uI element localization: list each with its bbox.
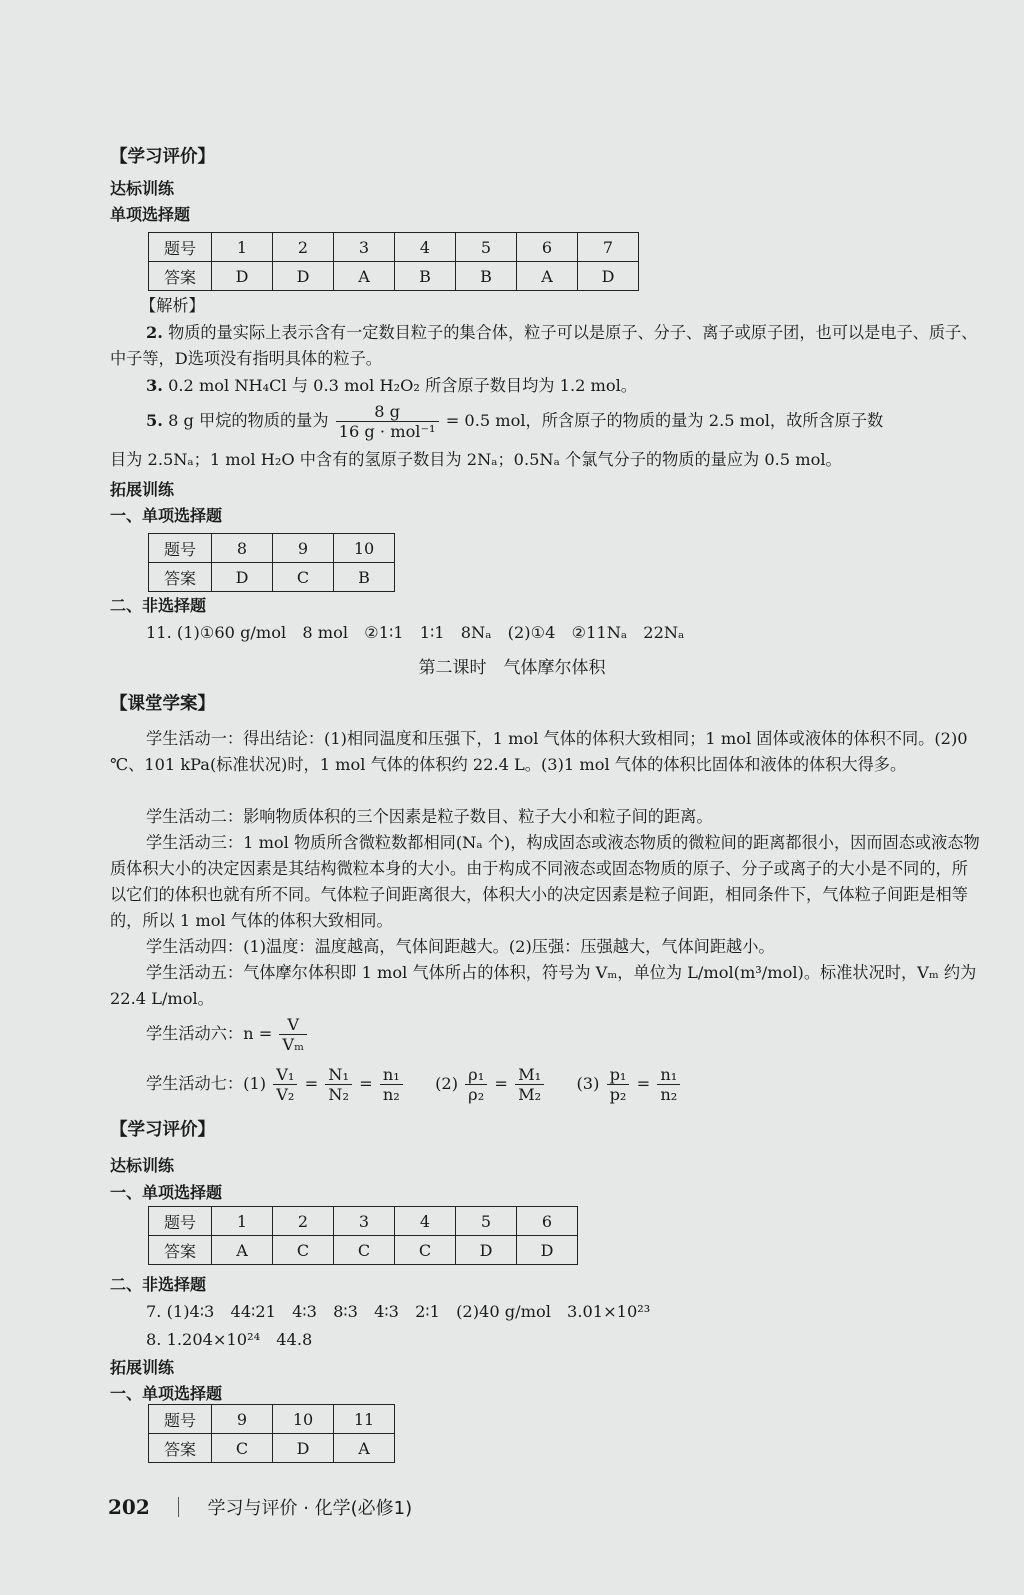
footer-divider	[178, 1497, 179, 1517]
fraction-denominator: n₂	[382, 1085, 400, 1104]
fraction-denominator: M₂	[518, 1085, 542, 1104]
fraction-denominator: 16 g · mol⁻¹	[338, 422, 436, 441]
answer-item-7: 7. (1)4∶3 44∶21 4∶3 8∶3 4∶3 2∶1 (2)40 g/mol 3.01×10²³	[146, 1302, 651, 1321]
table-cell: A	[334, 1434, 395, 1463]
table-cell: 3	[334, 233, 395, 262]
table-cell: 题号	[149, 1207, 212, 1236]
table-cell: A	[212, 1236, 273, 1265]
table-cell: 1	[212, 233, 273, 262]
analysis-item-2	[110, 320, 980, 372]
fraction-denominator: Vₘ	[282, 1035, 305, 1054]
table-cell: D	[517, 1236, 578, 1265]
table-cell: 6	[517, 1207, 578, 1236]
table-cell: 7	[578, 233, 639, 262]
table-cell: 5	[456, 1207, 517, 1236]
subheading: 二、非选择题	[110, 1275, 207, 1294]
table-cell: 9	[273, 534, 334, 563]
fraction-numerator: V	[279, 1015, 307, 1035]
activity-1: 学生活动一：得出结论：(1)相同温度和压强下，1 mol 气体的体积大致相同；1 mol 固体或液体的体积不同。(2)0 ℃、101 kPa(标准状况)时，1 mol 气体的体积约 22.4 L。(3)1 mol 气体的体积比固体和液体的体积大得多。	[110, 729, 968, 774]
table-cell: C	[273, 1236, 334, 1265]
activity-5: 学生活动五：气体摩尔体积即 1 mol 气体所占的体积，符号为 Vₘ，单位为 L/mol(m³/mol)。标准状况时，Vₘ 约为 22.4 L/mol。	[110, 963, 977, 1008]
fraction-denominator: p₂	[609, 1085, 627, 1104]
book-title: 学习与评价 · 化学(必修1)	[207, 1498, 413, 1519]
subheading: 拓展训练	[110, 480, 175, 499]
subheading: 一、单项选择题	[110, 506, 223, 525]
table-row	[149, 1236, 578, 1265]
table-cell: C	[273, 563, 334, 592]
fraction-numerator: N₁	[325, 1065, 352, 1085]
fraction	[380, 1065, 403, 1104]
analysis-item-3	[110, 373, 980, 399]
table-cell: 11	[334, 1405, 395, 1434]
equals-sign: =	[359, 1074, 373, 1093]
table-cell: B	[334, 563, 395, 592]
answer-item-8: 8. 1.204×10²⁴ 44.8	[146, 1330, 313, 1349]
equals-sign: =	[636, 1074, 651, 1093]
answer-table-2	[148, 533, 395, 592]
section-heading: 【学习评价】	[110, 147, 215, 167]
table-cell: 题号	[149, 1405, 212, 1434]
table-cell: 答案	[149, 262, 212, 291]
subheading: 达标训练	[110, 1156, 175, 1175]
section-heading: 【学习评价】	[110, 1120, 215, 1140]
fraction	[607, 1065, 630, 1104]
table-cell: 2	[273, 1207, 334, 1236]
table-cell: 3	[334, 1207, 395, 1236]
table-cell: A	[334, 262, 395, 291]
table-cell: D	[273, 262, 334, 291]
analysis-label: 【解析】	[140, 296, 205, 315]
fraction-denominator: V₂	[276, 1085, 295, 1104]
subheading: 二、非选择题	[110, 596, 207, 615]
table-row	[149, 563, 395, 592]
subheading: 一、单项选择题	[110, 1384, 223, 1403]
page-number: 202	[108, 1495, 150, 1519]
fraction	[465, 1065, 487, 1104]
item-number: 2.	[146, 323, 163, 342]
fraction	[279, 1015, 307, 1054]
subheading: 单项选择题	[110, 205, 191, 224]
fraction-numerator: n₁	[380, 1065, 403, 1085]
table-cell: B	[395, 262, 456, 291]
part-label: (3)	[576, 1074, 600, 1093]
table-cell: 题号	[149, 233, 212, 262]
item-number: 3.	[146, 376, 163, 395]
fraction-numerator: V₁	[273, 1065, 297, 1085]
fraction-numerator: p₁	[607, 1065, 630, 1085]
table-cell: 4	[395, 233, 456, 262]
item-text: 8 g 甲烷的物质的量为	[168, 411, 329, 430]
fraction	[325, 1065, 352, 1104]
table-cell: 10	[334, 534, 395, 563]
table-cell: C	[334, 1236, 395, 1265]
fraction-numerator: M₁	[515, 1065, 544, 1085]
table-cell: 答案	[149, 563, 212, 592]
fraction-denominator: N₂	[328, 1085, 349, 1104]
table-cell: 1	[212, 1207, 273, 1236]
answer-item-11: 11. (1)①60 g/mol 8 mol ②1∶1 1∶1 8Nₐ (2)①4 ②11Nₐ 22Nₐ	[146, 623, 685, 642]
table-cell: 答案	[149, 1434, 212, 1463]
activity-label: 学生活动七：(1)	[146, 1074, 267, 1093]
fraction-numerator: ρ₁	[465, 1065, 487, 1085]
activity-2: 学生活动二：影响物质体积的三个因素是粒子数目、粒子大小和粒子间的距离。	[146, 807, 713, 826]
table-row	[149, 1434, 395, 1463]
table-cell: 6	[517, 233, 578, 262]
activity-label: 学生活动六：n =	[146, 1024, 273, 1043]
table-cell: C	[212, 1434, 273, 1463]
fraction-denominator: ρ₂	[468, 1085, 485, 1104]
fraction-denominator: n₂	[660, 1085, 678, 1104]
item-text: = 0.5 mol，所含原子的物质的量为 2.5 mol，故所含原子数	[445, 411, 884, 430]
table-cell: D	[273, 1434, 334, 1463]
table-row	[149, 233, 639, 262]
table-row	[149, 534, 395, 563]
subheading: 达标训练	[110, 179, 175, 198]
answer-table-4	[148, 1404, 395, 1463]
table-row	[149, 1207, 578, 1236]
item-text: 0.2 mol NH₄Cl 与 0.3 mol H₂O₂ 所含原子数目均为 1.2 mol。	[168, 376, 637, 395]
fraction	[515, 1065, 544, 1104]
fraction-numerator: n₁	[657, 1065, 680, 1085]
fraction	[657, 1065, 680, 1104]
fraction	[336, 402, 439, 441]
page-footer	[108, 1494, 412, 1520]
equals-sign: =	[494, 1074, 508, 1093]
answer-table-1	[148, 232, 639, 291]
fraction	[273, 1065, 297, 1104]
table-row	[149, 262, 639, 291]
activity-3: 学生活动三：1 mol 物质所含微粒数都相同(Nₐ 个)，构成固态或液态物质的微粒间的距离都很小，因而固态或液态物质体积大小的决定因素是其结构微粒本身的大小。由于构成不同液态或固态物质的原子、分子或离子的大小是不同的，所以它们的体积也就有所不同。气体粒子间距离很大，体积大小的决定因素是粒子间距，相同条件下，气体粒子间距是相等的，所以 1 mol 气体的体积大致相同。	[110, 833, 980, 930]
table-cell: D	[456, 1236, 517, 1265]
table-cell: C	[395, 1236, 456, 1265]
table-cell: 5	[456, 233, 517, 262]
table-cell: 10	[273, 1405, 334, 1434]
table-row	[149, 1405, 395, 1434]
table-cell: 4	[395, 1207, 456, 1236]
table-cell: B	[456, 262, 517, 291]
analysis-item-5-line2: 目为 2.5Nₐ；1 mol H₂O 中含有的氢原子数目为 2Nₐ；0.5Nₐ 个氯气分子的物质的量应为 0.5 mol。	[110, 450, 842, 469]
table-cell: 9	[212, 1405, 273, 1434]
table-cell: D	[578, 262, 639, 291]
table-cell: D	[212, 262, 273, 291]
table-cell: D	[212, 563, 273, 592]
table-cell: 8	[212, 534, 273, 563]
section-heading: 【课堂学案】	[110, 694, 215, 714]
activity-4: 学生活动四：(1)温度：温度越高，气体间距越大。(2)压强：压强越大，气体间距越小。	[146, 937, 775, 956]
table-cell: 2	[273, 233, 334, 262]
lesson-title: 第二课时 气体摩尔体积	[418, 658, 606, 678]
answer-table-3	[148, 1206, 578, 1265]
subheading: 拓展训练	[110, 1358, 175, 1377]
table-cell: 题号	[149, 534, 212, 563]
item-number: 5.	[146, 411, 163, 430]
subheading: 一、单项选择题	[110, 1183, 223, 1202]
part-label: (2)	[435, 1074, 459, 1093]
item-text: 物质的量实际上表示含有一定数目粒子的集合体，粒子可以是原子、分子、离子或原子团，也可以是电子、质子、中子等，D选项没有指明具体的粒子。	[110, 323, 978, 368]
table-cell: 答案	[149, 1236, 212, 1265]
activity-7	[146, 1065, 682, 1104]
equals-sign: =	[304, 1074, 319, 1093]
analysis-item-5	[146, 402, 986, 441]
fraction-numerator: 8 g	[336, 402, 439, 422]
table-cell: A	[517, 262, 578, 291]
activity-6	[146, 1015, 309, 1054]
